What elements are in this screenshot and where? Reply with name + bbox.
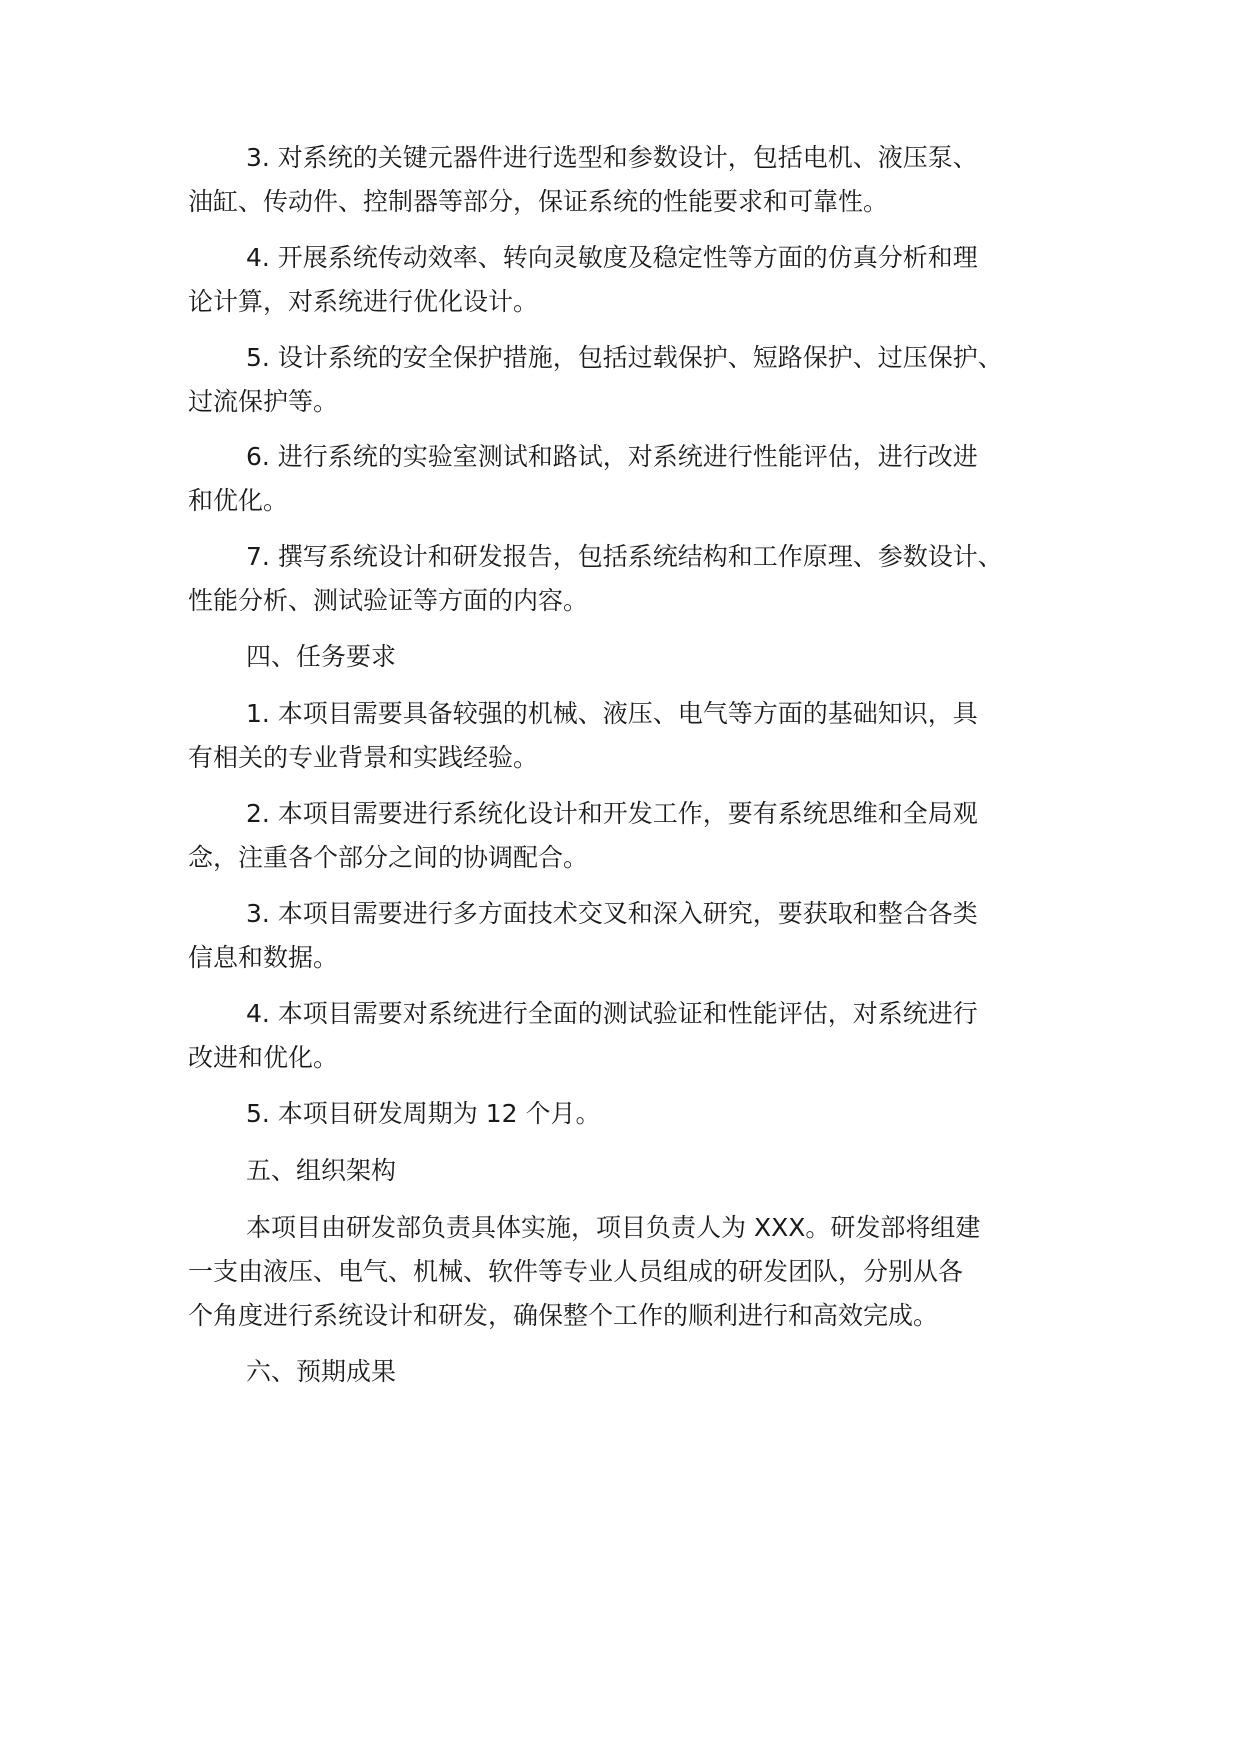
requirement-1 — [188, 692, 978, 780]
paragraph-line: 1. 本项目需要具备较强的机械、液压、电气等方面的基础知识，具 — [246, 699, 978, 728]
paragraph-line: 念，注重各个部分之间的协调配合。 — [188, 843, 589, 872]
paragraph-line: 本项目由研发部负责具体实施，项目负责人为 XXX。研发部将组建 — [246, 1213, 981, 1242]
section-heading-6 — [188, 1350, 396, 1394]
paragraph-line: 和优化。 — [188, 486, 289, 515]
paragraph-line: 7. 撰写系统设计和研发报告，包括系统结构和工作原理、参数设计、 — [246, 542, 1003, 571]
requirement-4 — [188, 992, 978, 1080]
paragraph-line: 有相关的专业背景和实践经验。 — [188, 743, 539, 772]
paragraph-item-6 — [188, 435, 978, 523]
section-heading-5 — [188, 1149, 396, 1193]
heading-text: 四、任务要求 — [246, 642, 397, 671]
paragraph-line: 性能分析、测试验证等方面的内容。 — [188, 586, 589, 615]
paragraph-line: 3. 本项目需要进行多方面技术交叉和深入研究，要获取和整合各类 — [246, 899, 978, 928]
section-heading-4 — [188, 635, 396, 679]
requirement-5 — [188, 1092, 601, 1136]
paragraph-line: 油缸、传动件、控制器等部分，保证系统的性能要求和可靠性。 — [188, 187, 889, 216]
heading-text: 五、组织架构 — [246, 1156, 397, 1185]
paragraph-line: 改进和优化。 — [188, 1043, 339, 1072]
paragraph-line: 一支由液压、电气、机械、软件等专业人员组成的研发团队，分别从各 — [188, 1257, 964, 1286]
paragraph-item-5 — [188, 336, 1003, 424]
paragraph-line: 信息和数据。 — [188, 943, 339, 972]
paragraph-item-3 — [188, 136, 978, 224]
paragraph-line: 5. 本项目研发周期为 12 个月。 — [246, 1099, 601, 1128]
organization-paragraph — [188, 1206, 980, 1338]
requirement-3 — [188, 892, 978, 980]
paragraph-item-4 — [188, 236, 978, 324]
paragraph-line: 过流保护等。 — [188, 387, 339, 416]
requirement-2 — [188, 792, 978, 880]
paragraph-line: 2. 本项目需要进行系统化设计和开发工作，要有系统思维和全局观 — [246, 799, 978, 828]
paragraph-line: 5. 设计系统的安全保护措施，包括过载保护、短路保护、过压保护、 — [246, 343, 1003, 372]
paragraph-line: 论计算，对系统进行优化设计。 — [188, 287, 539, 316]
paragraph-line: 个角度进行系统设计和研发，确保整个工作的顺利进行和高效完成。 — [188, 1301, 939, 1330]
paragraph-line: 6. 进行系统的实验室测试和路试，对系统进行性能评估，进行改进 — [246, 442, 978, 471]
paragraph-item-7 — [188, 535, 1003, 623]
paragraph-line: 4. 开展系统传动效率、转向灵敏度及稳定性等方面的仿真分析和理 — [246, 243, 978, 272]
paragraph-line: 3. 对系统的关键元器件进行选型和参数设计，包括电机、液压泵、 — [246, 143, 978, 172]
paragraph-line: 4. 本项目需要对系统进行全面的测试验证和性能评估，对系统进行 — [246, 999, 978, 1028]
heading-text: 六、预期成果 — [246, 1357, 397, 1386]
